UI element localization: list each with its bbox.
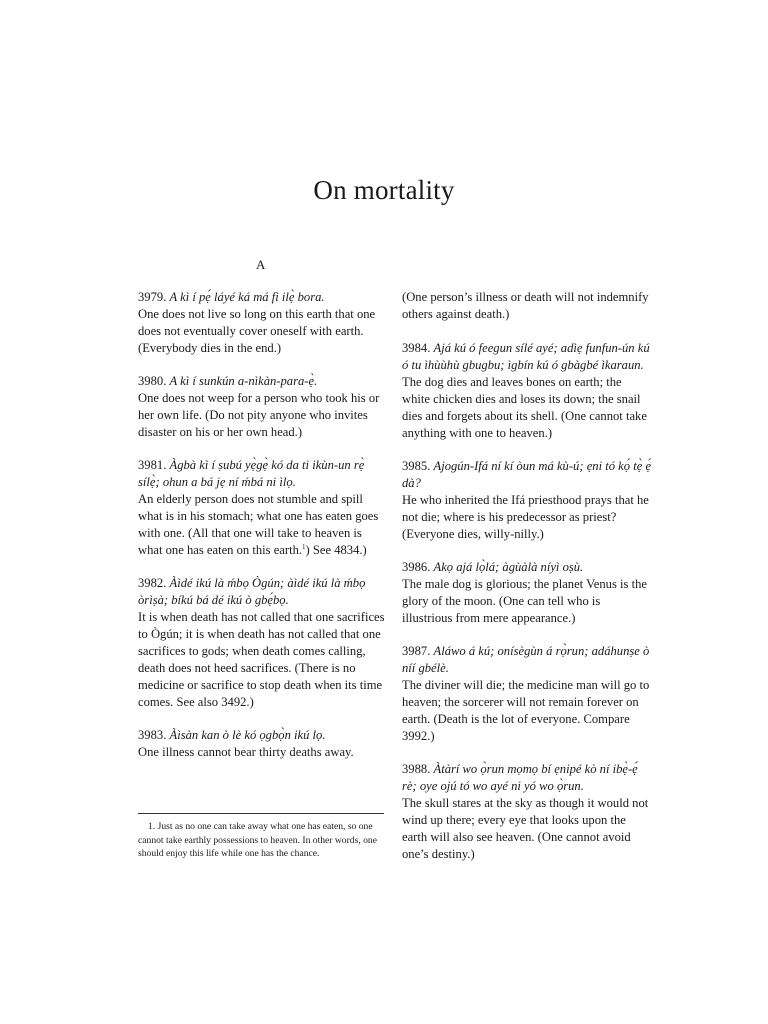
- entry-number: 3981.: [138, 458, 167, 472]
- proverb-entry: [402, 761, 652, 863]
- footnote-reference[interactable]: 1: [302, 542, 306, 551]
- proverb-entry: [402, 340, 652, 442]
- proverb-translation: One illness cannot bear thirty deaths away.: [138, 745, 354, 759]
- proverb-text: Akọ ajá lọ̀lá; àgùàlà níyì oṣù.: [433, 560, 584, 574]
- proverb-translation: The male dog is glorious; the planet Venus is the glory of the moon. (One can tell who is illustrious from mere appearance.): [402, 577, 647, 625]
- proverb-entry: [402, 559, 652, 627]
- entry-number: 3988.: [402, 762, 431, 776]
- proverb-text: Ajogún-Ifá ní kí òun má kù-ú; ẹni tó kọ́ tẹ̀ ẹ́ dà?: [402, 459, 652, 490]
- translation-part: ) See 4834.): [305, 543, 367, 557]
- proverb-translation: One does not live so long on this earth that one does not eventually cover oneself with earth. (Everybody dies in the end.): [138, 307, 376, 355]
- proverb-text: A kì í pẹ́ láyé ká má fi ilẹ̀ bora.: [169, 290, 325, 304]
- proverb-translation: One does not weep for a person who took his or her own life. (Do not pity anyone who invites disaster on his or her own head.): [138, 391, 380, 439]
- entry-number: 3985.: [402, 459, 431, 473]
- page-title: On mortality: [313, 175, 455, 205]
- proverb-entry: [402, 458, 652, 543]
- right-column: [402, 289, 652, 879]
- footnote-number: 1.: [148, 821, 156, 832]
- entry-number: 3979.: [138, 290, 167, 304]
- proverb-text: Aláwo á kú; onísègùn á rọ̀run; adáhunṣe ò níí gbélè.: [402, 644, 650, 675]
- proverb-text: Àìsàn kan ò lè kó ọgbọ̀n ikú lọ.: [169, 728, 326, 742]
- proverb-translation: The skull stares at the sky as though it would not wind up there; every eye that looks upon the earth will also see heaven. (One cannot avoid one’s destiny.): [402, 796, 649, 861]
- proverb-entry: [402, 643, 652, 745]
- proverb-entry: [138, 575, 388, 711]
- left-column: [138, 289, 388, 777]
- proverb-entry: [138, 373, 388, 441]
- continued-translation: (One person’s illness or death will not indemnify others against death.): [402, 290, 649, 321]
- proverb-translation: [138, 491, 388, 559]
- proverb-translation: The dog dies and leaves bones on earth; the white chicken dies and loses its down; the snail dies and forgets about its shell. (One cannot take anything with one to heaven.): [402, 375, 647, 440]
- entry-number: 3987.: [402, 644, 431, 658]
- proverb-text: A kì í sunkún a-nìkàn-para-ẹ̀.: [169, 374, 318, 388]
- proverb-text: Àtàrí wo ọ̀run mọmọ bí ẹnipé kò ní ibẹ̀-ẹ́ rè; oye ojú tó wo ayé ni yó wo ọ̀run.: [402, 762, 638, 793]
- entry-number: 3983.: [138, 728, 167, 742]
- proverb-text: Ajá kú ó feegun sílé ayé; adìẹ funfun-ún kú ó tu ìhùùhù gbugbu; ìgbín kú ó gbàgbé ìkaraun.: [402, 341, 650, 372]
- proverb-translation: The diviner will die; the medicine man will go to heaven; the sorcerer will not remain forever on earth. (Death is the lot of everyone. Compare 3992.): [402, 678, 650, 743]
- footnote: [138, 820, 388, 861]
- footnote-divider: [138, 813, 384, 814]
- proverb-text: Àgbà kì í ṣubú yẹ̀gẹ̀ kó da ti ikùn-un rẹ̀ sílẹ̀; ohun a bá jẹ ní ḿbá ni ìlọ.: [138, 458, 365, 489]
- proverb-translation: It is when death has not called that one sacrifices to Ògún; it is when death has not called that one sacrifices to gods; when death comes calling, death does not heed sacrifices. (There is no medicine or sacrifice to stop death when its time comes. See also 3492.): [138, 610, 385, 709]
- entry-number: 3980.: [138, 374, 167, 388]
- section-letter: A: [256, 257, 266, 272]
- proverb-translation: He who inherited the Ifá priesthood prays that he not die; where is his predecessor as priest? (Everyone dies, willy-nilly.): [402, 493, 649, 541]
- proverb-text: Àìdé ikú là ḿbọ Ògún; àìdé ikú là ḿbọ òrìṣà; bíkú bá dé ikú ò gbẹ́bọ.: [138, 576, 366, 607]
- translation-part: An elderly person does not stumble and spill what is in his stomach; what one has eaten goes with one. (All that one will take to heaven is what one has eaten on this earth.: [138, 492, 379, 557]
- proverb-entry: [138, 289, 388, 357]
- footnote-text: Just as no one can take away what one has eaten, so one cannot take earthly possessions to heaven. In other words, one should enjoy this life while one has the chance.: [138, 821, 377, 860]
- proverb-entry: [138, 727, 388, 761]
- entry-number: 3986.: [402, 560, 431, 574]
- entry-number: 3982.: [138, 576, 167, 590]
- proverb-entry: [138, 457, 388, 559]
- entry-number: 3984.: [402, 341, 431, 355]
